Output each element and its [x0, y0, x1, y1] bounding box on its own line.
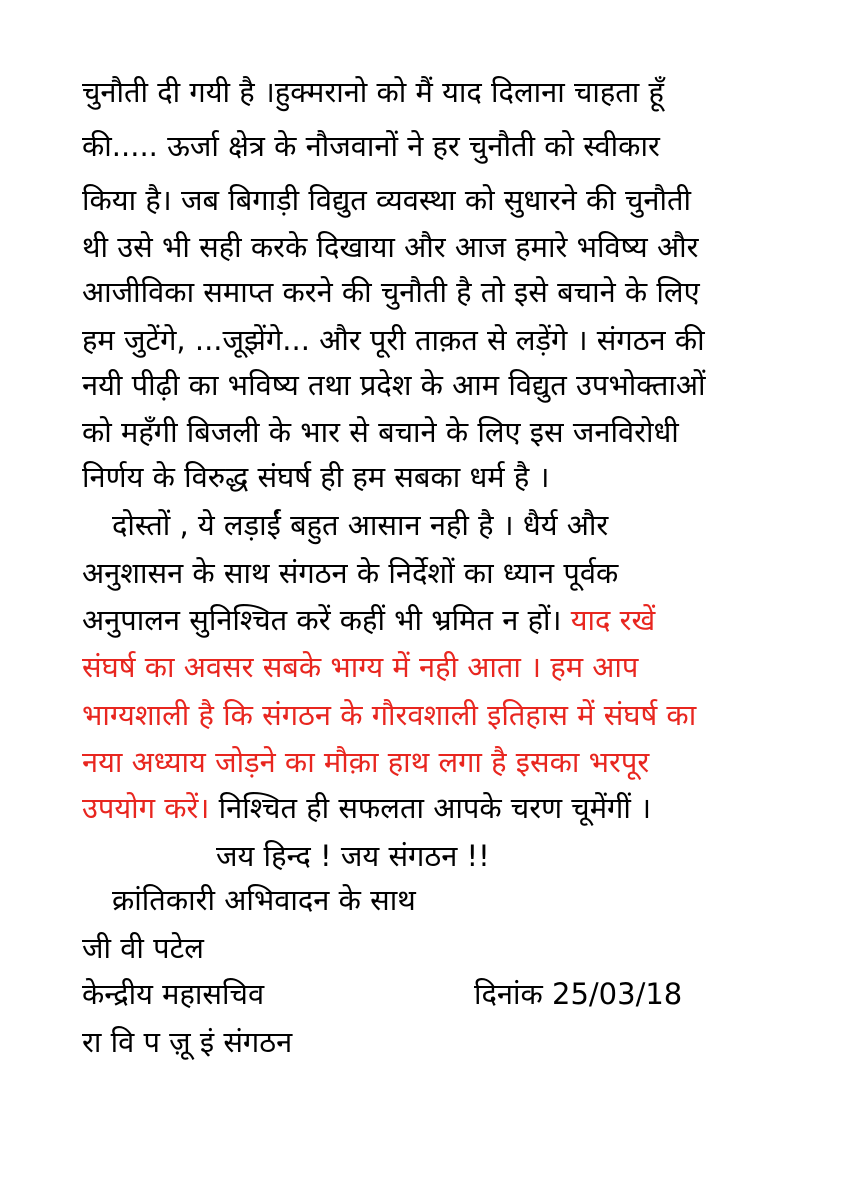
date: दिनांक 25/03/18	[474, 977, 683, 1011]
designation: केन्द्रीय महासचिव	[82, 977, 265, 1011]
highlight-text-start: याद रखें	[561, 603, 656, 637]
highlight-line-1: संघर्ष का अवसर सबके भाग्य में नही आता । हम आप	[82, 650, 639, 684]
body-line-9: निर्णय के विरुद्ध संघर्ष ही हम सबका धर्म है ।	[82, 460, 550, 494]
signatory-name: जी वी पटेल	[82, 931, 204, 965]
body-line-3: किया है। जब बिगाड़ी विद्युत व्यवस्था को सुधारने की चुनौती	[82, 183, 692, 217]
body-line-5: आजीविका समाप्त करने की चुनौती है तो इसे बचाने के लिए	[82, 275, 700, 309]
para2-line-1: दोस्तों , ये लड़ाईं बहुत आसान नही है । धैर्य और	[112, 508, 609, 542]
para2-line-3	[82, 600, 655, 640]
designation-row	[82, 974, 762, 1014]
body-line-8: को महँगी बिजली के भार से बचाने के लिए इस जनविरोधी	[82, 415, 679, 449]
highlight-text-end: उपयोग करें।	[82, 791, 210, 825]
para2-line-3-text: अनुपालन सुनिश्चित करें कहीं भी भ्रमित न हों।	[82, 603, 562, 637]
highlight-line-2: भाग्यशाली है कि संगठन के गौरवशाली इतिहास में संघर्ष का	[82, 698, 697, 732]
body-line-6: हम जुटेंगे, ...जूझेंगे... और पूरी ताक़त से लड़ेंगे । संगठन की	[82, 323, 705, 357]
body-line-7: नयी पीढ़ी का भविष्य तथा प्रदेश के आम विद्युत उपभोक्ताओं	[82, 368, 706, 402]
para2-line-7-text: निश्चित ही सफलता आपके चरण चूमेंगीं ।	[209, 791, 652, 825]
para2-line-2: अनुशासन के साथ संगठन के निर्देशों का ध्यान पूर्वक	[82, 556, 619, 590]
para2-line-7	[82, 788, 651, 828]
organization-name: रा वि प ज़ू इं संगठन	[82, 1025, 293, 1059]
body-line-2: की..... ऊर्जा क्षेत्र के नौजवानों ने हर चुनौती को स्वीकार	[82, 129, 660, 163]
highlight-line-3: नया अध्याय जोड़ने का मौक़ा हाथ लगा है इसका भरपूर	[82, 745, 650, 779]
closing-greeting: क्रांतिकारी अभिवादन के साथ	[112, 883, 416, 917]
body-line-4: थी उसे भी सही करके दिखाया और आज हमारे भविष्य और	[82, 230, 699, 264]
body-line-1: चुनौती दी गयी है ।हुक्मरानो को मैं याद दिलाना चाहता हूँ	[82, 75, 664, 109]
slogan: जय हिन्द ! जय संगठन !!	[216, 839, 490, 873]
